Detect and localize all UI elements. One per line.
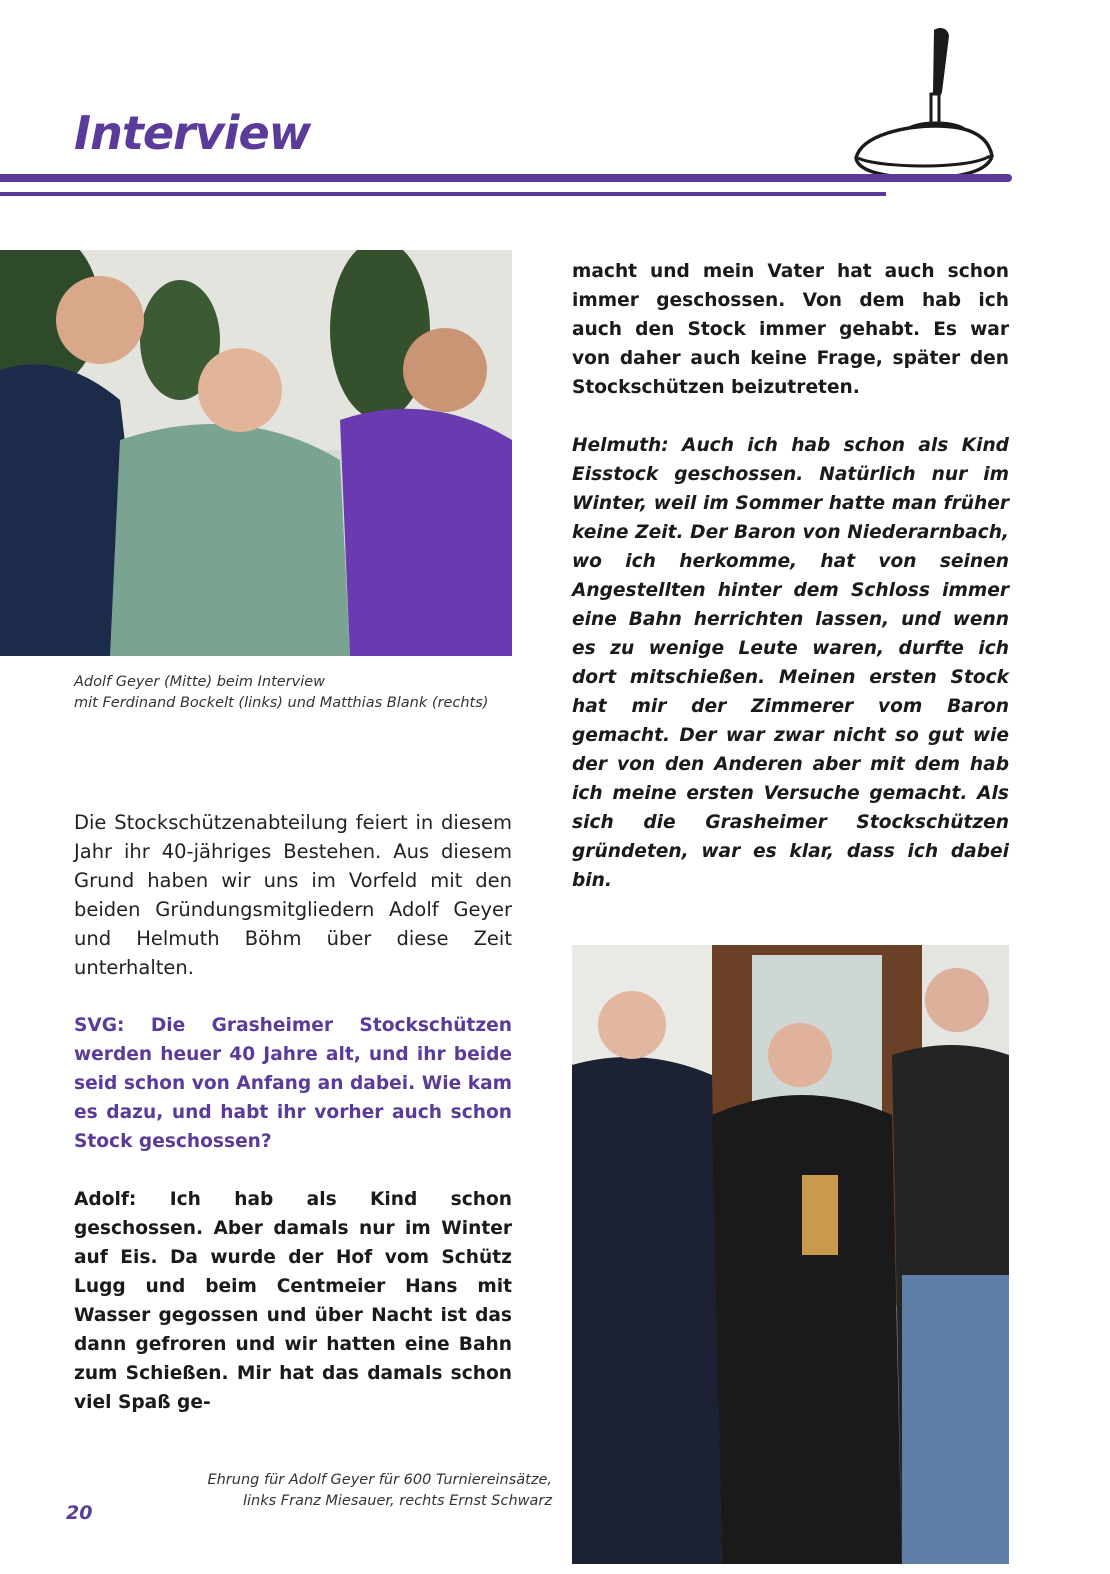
award-photo-caption <box>140 1470 552 1512</box>
answer-adolf: Adolf: Ich hab als Kind schon geschossen. Aber damals nur im Winter auf Eis. Da wurde der Hof vom Schütz Lugg und beim Centmeier Hans mit Wasser gegossen und über Nacht ist das dann gefroren und wir hatten eine Bahn zum Schießen. Mir hat das damals schon viel Spaß ge- <box>74 1189 512 1413</box>
award-photo <box>572 945 1009 1564</box>
caption-line: links Franz Miesauer, rechts Ernst Schwarz <box>242 1493 552 1509</box>
page-number: 20 <box>66 1502 93 1524</box>
eisstock-icon <box>848 22 998 184</box>
interview-question: SVG: Die Grasheimer Stockschützen werden heuer 40 Jahre alt, und ihr beide seid schon von Anfang an dabei. Wie kam es dazu, und habt ihr vorher auch schon Stock geschossen? <box>74 1015 512 1152</box>
interview-photo-caption <box>74 672 514 714</box>
caption-line: Ehrung für Adolf Geyer für 600 Turniereinsätze, <box>207 1472 552 1488</box>
answer-adolf-continued: macht und mein Vater hat auch schon immer geschossen. Von dem hab ich auch den Stock immer gehabt. Es war von daher auch keine Frage, später den Stockschützen beizutreten. <box>572 261 1009 398</box>
header-rule-top <box>0 174 1012 182</box>
caption-line: Adolf Geyer (Mitte) beim Interview <box>74 674 326 690</box>
intro-paragraph: Die Stockschützenabteilung feiert in diesem Jahr ihr 40-jähriges Bestehen. Aus diesem Grund haben wir uns im Vorfeld mit den beiden Gründungsmitgliedern Adolf Geyer und Helmuth Böhm über diese Zeit unterhalten. <box>74 811 512 979</box>
header-rule-bottom <box>0 192 886 196</box>
caption-line: mit Ferdinand Bockelt (links) und Matthias Blank (rechts) <box>74 695 489 711</box>
page-title: Interview <box>74 106 311 160</box>
answer-helmuth: Helmuth: Auch ich hab schon als Kind Eisstock geschossen. Natürlich nur im Winter, weil im Sommer hatte man früher keine Zeit. Der Baron von Niederarnbach, wo ich herkomme, hat von seinen Angestellten hinter dem Schloss immer eine Bahn herrichten lassen, und wenn es zu wenige Leute waren, durfte ich dort mitschießen. Meinen ersten Stock hat mir der Zimmerer vom Baron gemacht. Der war zwar nicht so gut wie der von den Anderen aber mit dem hab ich meine ersten Versuche gemacht. Als sich die Grasheimer Stockschützen gründeten, war es klar, dass ich dabei bin. <box>572 435 1009 891</box>
interview-photo <box>0 250 512 656</box>
